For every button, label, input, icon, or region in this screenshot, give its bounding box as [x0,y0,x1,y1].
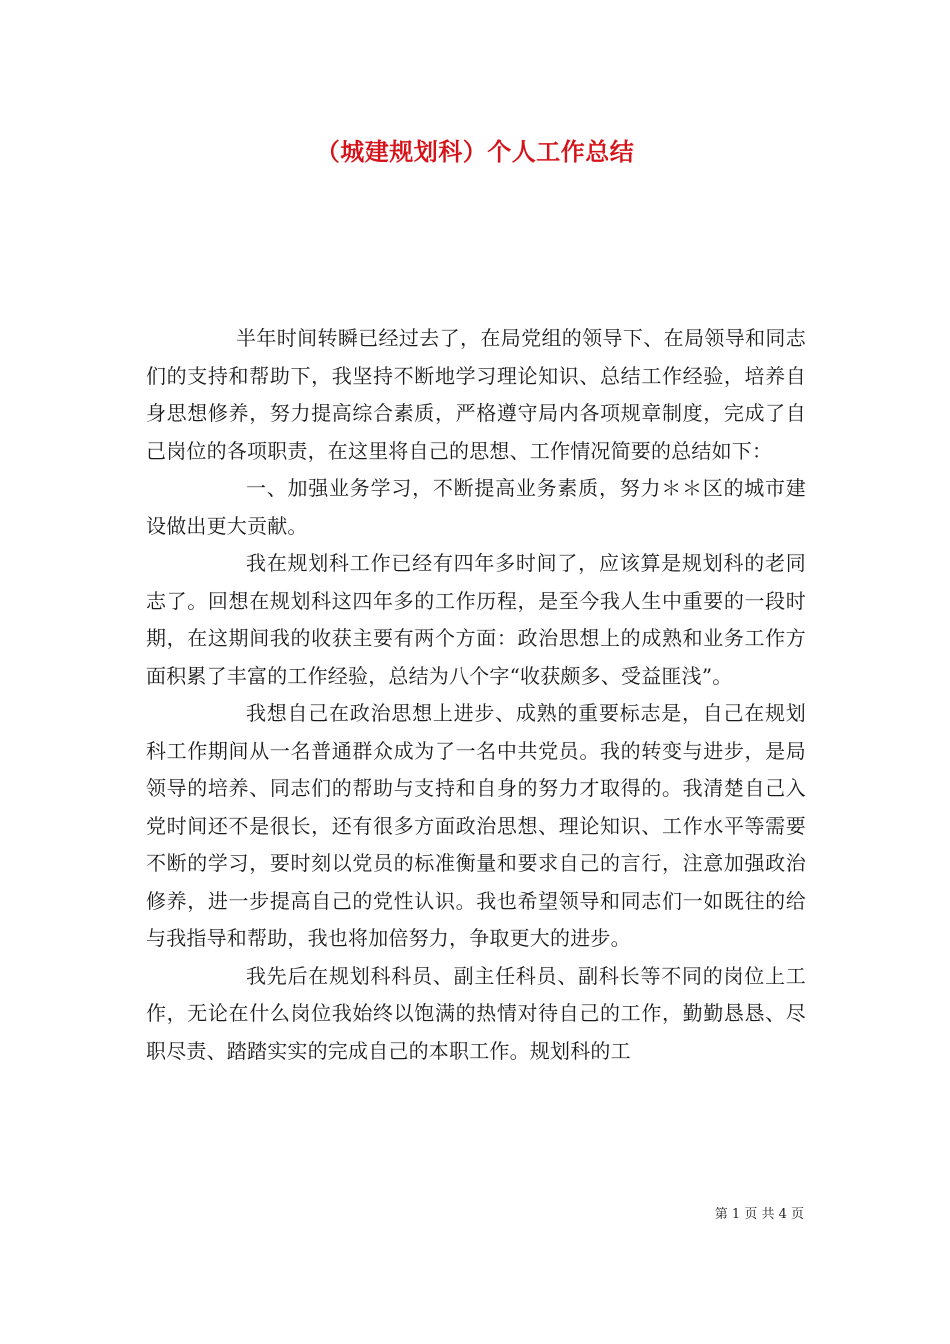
paragraph-intro: 半年时间转瞬已经过去了，在局党组的领导下、在局领导和同志们的支持和帮助下，我坚持不断地学习理论知识、总结工作经验，培养自身思想修养，努力提高综合素质，严格遵守局内各项规章制度，完成了自己岗位的各项职责，在这里将自己的思想、工作情况简要的总结如下： [146,326,806,463]
document-title: （城建规划科）个人工作总结 [315,137,635,166]
paragraph-political-growth: 我想自己在政治思想上进步、成熟的重要标志是，自己在规划科工作期间从一名普通群众成为了一名中共党员。我的转变与进步，是局领导的培养、同志们的帮助与支持和自身的努力才取得的。我清楚自己入党时间还不是很长，还有很多方面政治思想、理论知识、工作水平等需要不断的学习，要时刻以党员的标准衡量和要求自己的言行，注意加强政治修养，进一步提高自己的党性认识。我也希望领导和同志们一如既往的给与我指导和帮助，我也将加倍努力，争取更大的进步。 [146,701,806,950]
paragraph-positions: 我先后在规划科科员、副主任科员、副科长等不同的岗位上工作，无论在什么岗位我始终以饱满的热情对待自己的工作，勤勤恳恳、尽职尽责、踏踏实实的完成自己的本职工作。规划科的工 [146,963,806,1063]
document-body [146,320,806,1070]
page-number-footer: 第 1 页 共 4 页 [714,1207,804,1222]
section-heading-1: 一、加强业务学习，不断提高业务素质，努力＊＊区的城市建设做出更大贡献。 [146,476,806,538]
paragraph-experience: 我在规划科工作已经有四年多时间了，应该算是规划科的老同志了。回想在规划科这四年多的工作历程，是至今我人生中重要的一段时期，在这期间我的收获主要有两个方面：政治思想上的成熟和业务工作方面积累了丰富的工作经验，总结为八个字“收获颇多、受益匪浅”。 [146,551,806,688]
